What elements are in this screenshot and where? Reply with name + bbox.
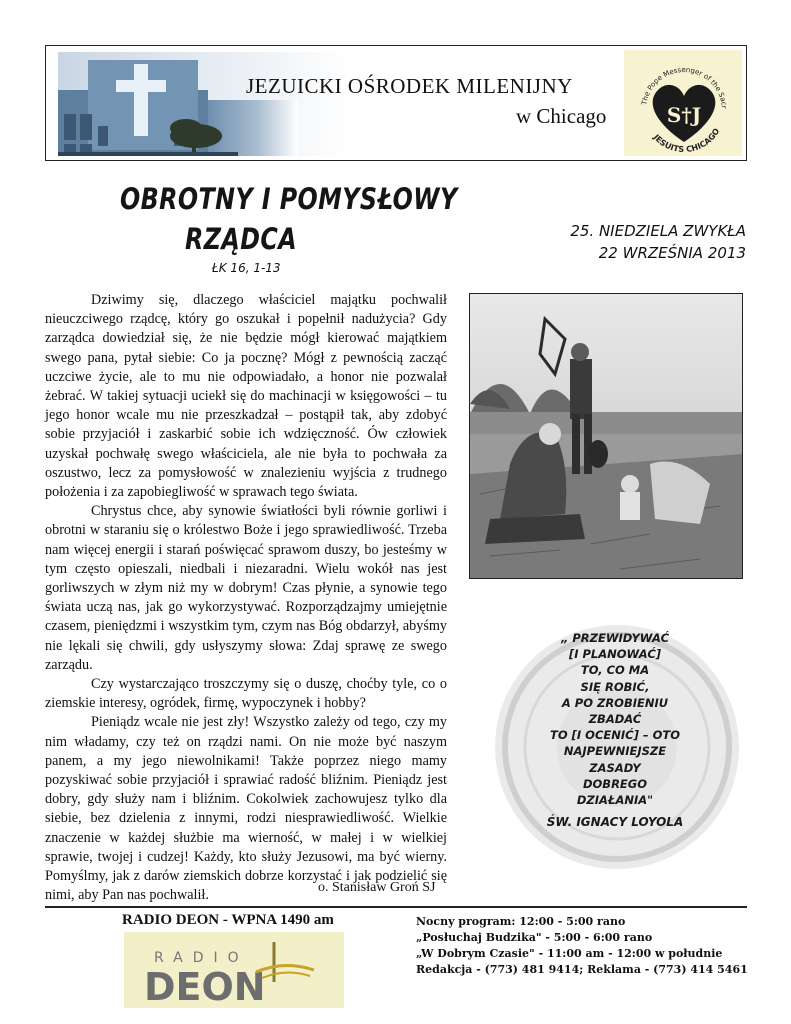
svg-text:RADIO: RADIO [154, 950, 249, 966]
church-image [58, 52, 348, 156]
quote-line: NAJPEWNIEJSZE [563, 744, 667, 759]
program-line: Redakcja - (773) 481 9414; Reklama - (773) 414 5461 [416, 963, 748, 976]
radio-deon-logo [124, 932, 344, 1008]
program-line: „W Dobrym Czasie" - 11:00 am - 12:00 w południe [416, 947, 723, 960]
quote-line: DOBREGO [582, 776, 647, 791]
svg-text:JESUITS CHICAGO: JESUITS CHICAGO [651, 126, 722, 155]
radio-program-schedule [416, 914, 748, 978]
article-author: o. Stanisław Groń SJ [318, 880, 436, 895]
calendar-date: 22 WRZEŚNIA 2013 [598, 244, 746, 262]
svg-text:S†J: S†J [666, 103, 702, 127]
quote-author: ŚW. IGNACY LOYOLA [546, 815, 684, 830]
article-title-line1: OBROTNY I POMYSŁOWY [120, 182, 458, 216]
svg-text:The Pope Messenger of the Sacr: The Pope Messenger of the Sacr [640, 65, 728, 109]
quote-line: SIĘ ROBIĆ, [580, 679, 650, 694]
jesuits-seal-logo [624, 50, 742, 156]
article-paragraph: Chrystus chce, aby synowie światłości byli równie gorliwi i obrotni w staraniu się o królestwo Boże i jego sprawiedliwość. Trzeba nam więcej energii i starań poświęcać sprawom duszy, bo jesteśmy w tym często opieszali, niedbali i niezaradni. Wielu wokół nas jest gorliwszych w złym niż my w dobrym! Czas płynie, a synowie tego świata uczą nas, jak go wykorzystywać. Rozporządzajmy umiejętnie czasem, pieniędzmi i wszystkim tym, czym nas Bóg obdarzył, abyśmy nie lękali się chwili, gdy usłyszymy słowa: Zdaj sprawę ze swego zarządu. [45, 503, 447, 673]
quote-line: „ PRZEWIDYWAĆ [560, 631, 670, 645]
scripture-reference: ŁK 16, 1-13 [212, 261, 281, 275]
header-title: JEZUICKI OŚRODEK MILENIJNY [246, 74, 573, 98]
harvest-painting [469, 293, 743, 579]
liturgical-date: 25. NIEDZIELA ZWYKŁA [570, 222, 746, 240]
article-title-line2: RZĄDCA [185, 222, 298, 256]
quote-line: TO, CO MA [580, 663, 650, 678]
quote-line: ZBADAĆ [588, 712, 642, 727]
article-body [45, 291, 447, 906]
quote-line: ZASADY [589, 760, 641, 775]
header-box [45, 45, 747, 161]
article-paragraph: Pieniądz wcale nie jest zły! Wszystko zależy od tego, czy my nim władamy, czy też on rządzi nami. On nie może być naszym panem, a my jego niewolnikami! Także poprzez niego mamy pozyskiwać sobie przyjaciół i sprawiać radość bliźnim. Pieniądz jest dobry, gdy służy nam i bliźnim. Cokolwiek zachowujesz tylko dla siebie, bez dzielenia z innymi, rodzi niesprawiedliwość. Wielkie znaczenie w każdej służbie ma wierność, w małej i w wielkiej sprawie, twojej i cudzej! Każdy, kto służy Jezusowi, ma być wierny. Pomyślmy, jak z darów ziemskich dobrze korzystać i jak podzielić się nimi, aby Pan nas pochwalił. [45, 714, 447, 904]
quote-line: A PO ZROBIENIU [561, 695, 669, 710]
quote-line: TO [I OCENIĆ] – OTO [550, 728, 680, 743]
loyola-quote [545, 630, 685, 830]
program-line: „Posłuchaj Budzika" - 5:00 - 6:00 rano [416, 931, 653, 944]
program-line: Nocny program: 12:00 - 5:00 rano [416, 915, 626, 928]
svg-text:DEON: DEON [144, 965, 266, 1008]
article-paragraph: Dziwimy się, dlaczego właściciel majątku pochwalił nieuczciwego rządcę, który go oszukał i popełnił nadużycia? Gdy zarządca dowiedział się, że nie będzie mógł kierować majątkiem swego pana, pytał siebie: Co ja pocznę? Mógł z pewnością zacząć uczciwe życie, ale to mu nie odpowiadało, a honor nie pozwalał żebrać. W takiej sytuacji uciekł się do machinacji w księgowości – tu jego honor wcale mu nie przeszkadzał – postąpił tak, aby zdobyć sobie przyjaciół i zaskarbić sobie ich wdzięczność. Ów człowiek uzyskał pochwałę swego właściciela, ale nie była to pochwała za oszustwo, lecz za pomysłowość w znalezieniu wyjścia z trudnego położenia i za zapobiegliwość w sprawach tego świata. [45, 292, 447, 501]
article-paragraph: Czy wystarczająco troszczymy się o duszę, choćby tyle, co o ziemskie interesy, ogródek, firmę, wypoczynek i hobby? [45, 676, 447, 712]
radio-station-title: RADIO DEON - WPNA 1490 am [122, 912, 334, 928]
footer-divider [45, 906, 747, 908]
header-city: w Chicago [516, 104, 607, 128]
quote-line: [I PLANOWAĆ] [568, 647, 662, 662]
quote-line: DZIAŁANIA" [576, 793, 654, 808]
